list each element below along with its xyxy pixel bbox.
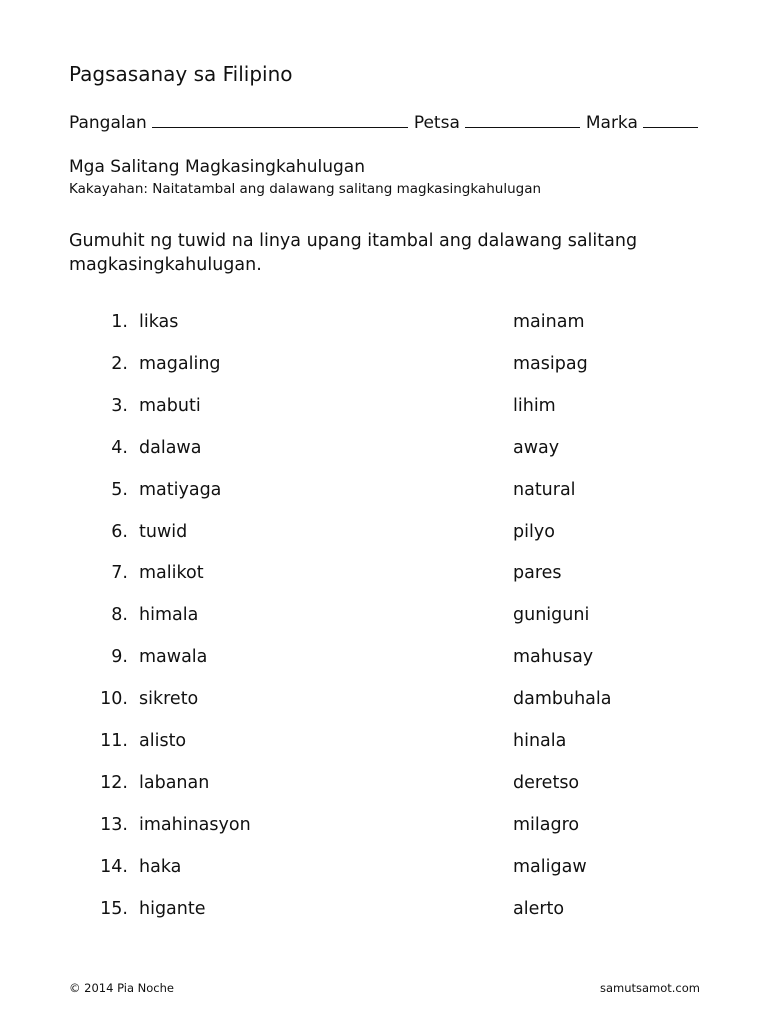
name-label: Pangalan (69, 113, 147, 133)
left-word[interactable]: mawala (139, 647, 208, 668)
right-word[interactable]: mainam (513, 312, 585, 332)
left-word[interactable]: higante (139, 898, 206, 919)
right-word[interactable]: pares (513, 563, 562, 584)
list-item (0, 312, 768, 336)
item-number: 4. (111, 437, 128, 458)
list-item (0, 396, 768, 420)
left-word[interactable]: himala (139, 605, 199, 626)
item-number: 10. (100, 689, 128, 710)
item-number: 7. (111, 563, 128, 584)
list-item (0, 689, 768, 713)
list-item (0, 857, 768, 881)
list-item (0, 773, 768, 797)
left-word[interactable]: tuwid (139, 521, 188, 542)
name-blank[interactable] (152, 113, 408, 128)
date-label: Petsa (413, 113, 460, 133)
instructions: Gumuhit ng tuwid na linya upang itambal ang dalawang salitang magkasingkahulugan. (69, 231, 638, 275)
student-info-line (69, 113, 719, 133)
item-number: 14. (100, 856, 128, 877)
left-word[interactable]: likas (139, 312, 179, 332)
list-item (0, 522, 768, 546)
left-word[interactable]: sikreto (139, 689, 199, 710)
item-number: 5. (111, 479, 128, 500)
right-word[interactable]: dambuhala (513, 689, 612, 710)
section-title: Mga Salitang Magkasingkahulugan (69, 157, 365, 177)
right-word[interactable]: pilyo (513, 521, 555, 542)
left-word[interactable]: malikot (139, 563, 204, 584)
page-title: Pagsasanay sa Filipino (69, 62, 293, 86)
left-word[interactable]: alisto (139, 731, 187, 751)
right-word[interactable]: alerto (513, 898, 565, 919)
list-item (0, 647, 768, 671)
grade-label: Marka (585, 113, 638, 133)
item-number: 12. (100, 772, 128, 793)
left-word[interactable]: mabuti (139, 395, 201, 416)
item-number: 8. (111, 605, 128, 626)
item-number: 1. (111, 312, 128, 332)
right-word[interactable]: guniguni (513, 605, 590, 626)
list-item (0, 438, 768, 462)
right-word[interactable]: away (513, 437, 560, 458)
left-word[interactable]: magaling (139, 353, 221, 374)
right-word[interactable]: maligaw (513, 856, 587, 877)
right-word[interactable]: hinala (513, 731, 567, 751)
item-number: 11. (100, 731, 128, 751)
left-word[interactable]: haka (139, 856, 182, 877)
left-word[interactable]: dalawa (139, 437, 202, 458)
list-item (0, 563, 768, 587)
right-word[interactable]: masipag (513, 353, 588, 374)
right-word[interactable]: lihim (513, 395, 556, 416)
right-word[interactable]: deretso (513, 772, 580, 793)
list-item (0, 731, 768, 755)
right-word[interactable]: mahusay (513, 647, 594, 668)
date-blank[interactable] (465, 113, 580, 128)
item-number: 2. (111, 353, 128, 374)
list-item (0, 815, 768, 839)
item-number: 15. (100, 898, 128, 919)
left-word[interactable]: labanan (139, 772, 210, 793)
list-item (0, 605, 768, 629)
item-number: 13. (100, 814, 128, 835)
skill-description: Kakayahan: Naitatambal ang dalawang salitang magkasingkahulugan (69, 181, 542, 197)
left-word[interactable]: matiyaga (139, 479, 222, 500)
item-number: 3. (111, 395, 128, 416)
item-number: 6. (111, 521, 128, 542)
footer-copyright: © 2014 Pia Noche (69, 981, 174, 995)
list-item (0, 354, 768, 378)
right-word[interactable]: milagro (513, 814, 580, 835)
list-item (0, 899, 768, 923)
item-number: 9. (111, 647, 128, 668)
right-word[interactable]: natural (513, 479, 576, 500)
list-item (0, 480, 768, 504)
left-word[interactable]: imahinasyon (139, 814, 251, 835)
grade-blank[interactable] (643, 113, 698, 128)
footer-site: samutsamot.com (599, 981, 700, 995)
